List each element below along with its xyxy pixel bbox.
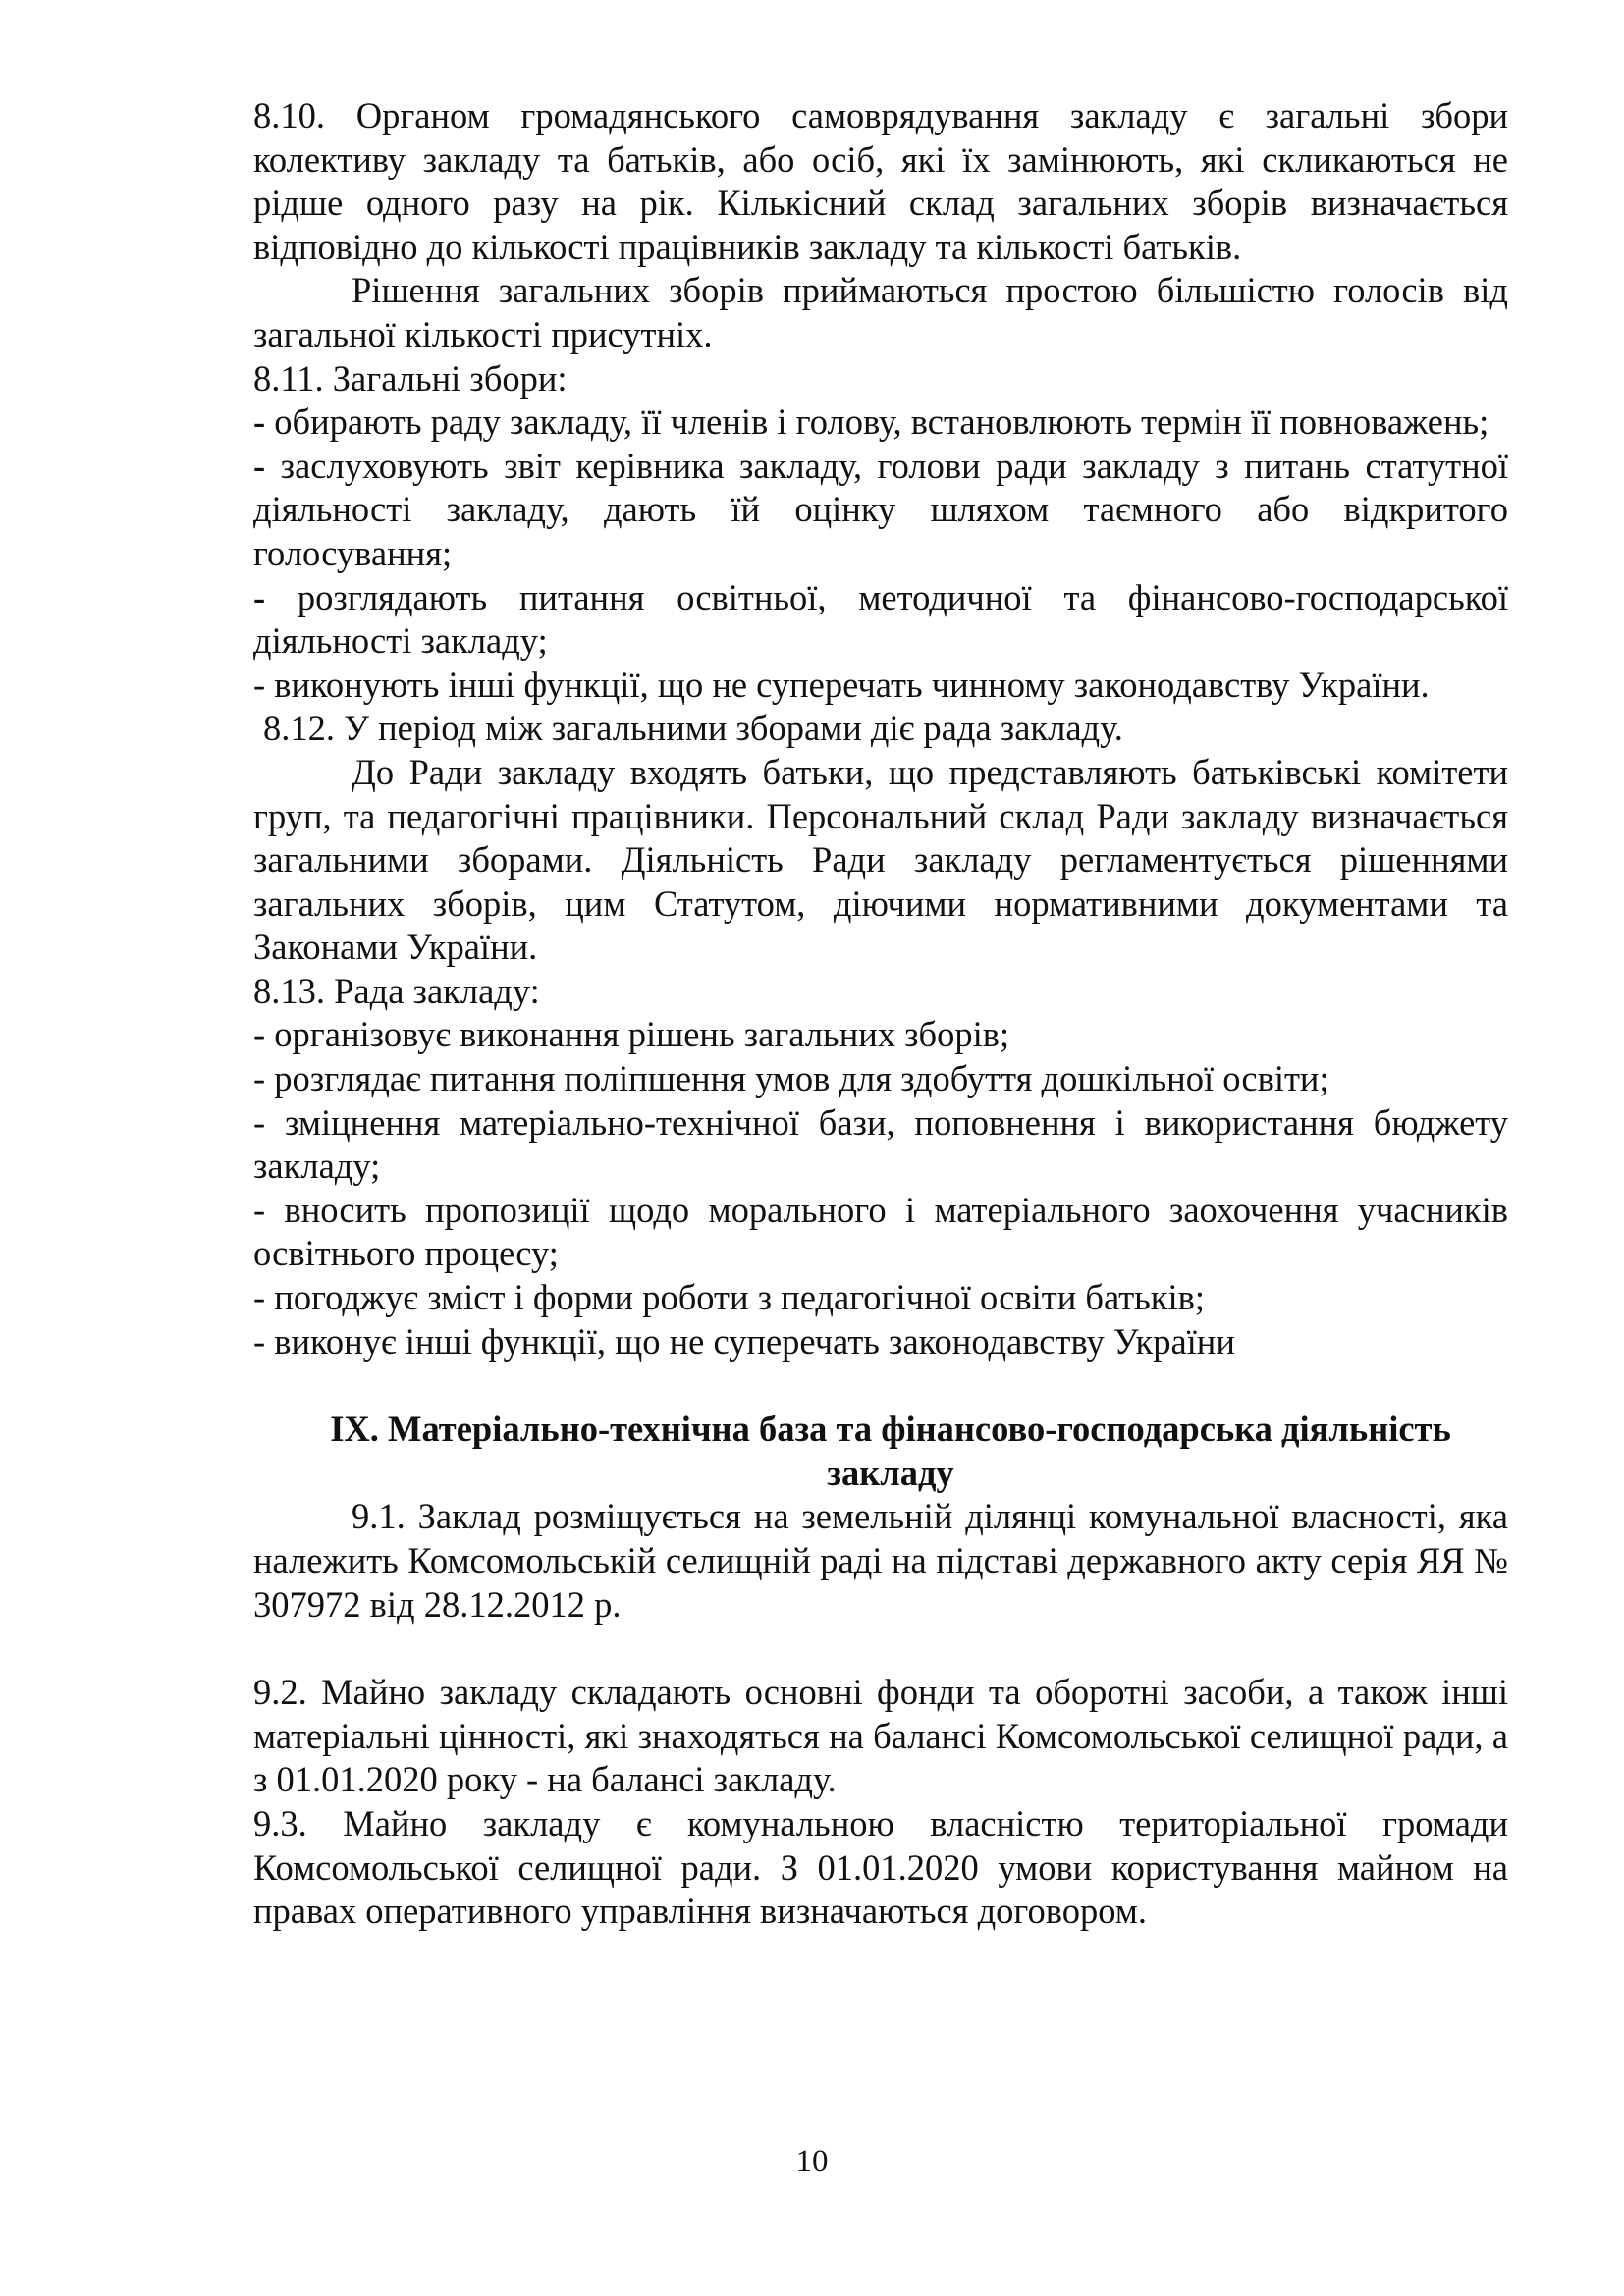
paragraph-9-1: 9.1. Заклад розміщується на земельній ділянці комунальної власності, яка належить Комсомольській селищній раді на підставі державного акту серія ЯЯ № 307972 від 28.12.2012 р. bbox=[253, 1496, 1508, 1625]
list-item: - виконує інші функції, що не суперечать законодавству України bbox=[253, 1320, 1235, 1362]
list-8-11 bbox=[253, 400, 1508, 707]
paragraph-9-3: 9.3. Майно закладу є комунальною власністю територіальної громади Комсомольської селищної ради. З 01.01.2020 умови користування майном на правах оперативного управління визначаються договором. bbox=[253, 1802, 1508, 1932]
list-item: - зміцнення матеріально-технічної бази, поповнення і використання бюджету закладу; bbox=[253, 1101, 1508, 1187]
list-dash: - bbox=[253, 576, 266, 617]
paragraph-9-2: 9.2. Майно закладу складають основні фонди та оборотні засоби, а також інші матеріальні цінності, які знаходяться на балансі Комсомольської селищної ради, а з 01.01.2020 року - на балансі закладу. bbox=[253, 1672, 1508, 1800]
list-dash: - bbox=[253, 445, 266, 486]
list-item: - погоджує зміст і форми роботи з педагогічної освіти батьків; bbox=[253, 1277, 1206, 1318]
paragraph-8-10: 8.10. Органом громадянського самоврядування закладу є загальні збори колективу закладу та батьків, або осіб, які їх замінюють, які скликаються не рідше одного разу на рік. Кількісний склад загальних зборів визначається відповідно до кількості працівників закладу та кількості батьків. bbox=[253, 95, 1508, 267]
paragraph-8-10-decisions: Рішення загальних зборів приймаються простою більшістю голосів від загальної кількості присутніх. bbox=[253, 270, 1508, 354]
list-item: - вносить пропозиції щодо морального і матеріального заохочення учасників освітнього процесу; bbox=[253, 1189, 1508, 1274]
section-heading-line: IX. Матеріально-технічна база та фінансово-господарська діяльність bbox=[330, 1409, 1451, 1450]
page-number: 10 bbox=[795, 2144, 829, 2179]
paragraph-8-12-body: До Ради закладу входять батьки, що представляють батьківські комітети груп, та педагогічні працівники. Персональний склад Ради закладу визначається загальними зборами. Діяльність Ради закладу регламентується рішеннями загальних зборів, цим Статутом, діючими нормативними документами та Законами України. bbox=[253, 751, 1508, 968]
paragraph-8-13-title: 8.13. Рада закладу: bbox=[253, 970, 540, 1011]
section-heading-line: закладу bbox=[827, 1452, 954, 1493]
spacer bbox=[253, 1363, 1508, 1408]
paragraph-8-12-title: 8.12. У період між загальними зборами діє рада закладу. bbox=[263, 708, 1123, 749]
list-item-text: обирають раду закладу, її членів і голову, встановлюють термін її повноважень; bbox=[265, 401, 1489, 443]
list-item-text: виконують інші функції, що не суперечать чинному законодавству України. bbox=[265, 664, 1430, 705]
list-item bbox=[253, 576, 1508, 664]
list-item bbox=[253, 445, 1508, 576]
list-dash: - bbox=[253, 664, 266, 705]
list-item-text: заслуховують звіт керівника закладу, голови ради закладу з питань статутної діяльності закладу, дають їй оцінку шляхом таємного або відкритого голосування; bbox=[253, 445, 1508, 573]
list-item: - розглядає питання поліпшення умов для здобуття дошкільної освіти; bbox=[253, 1058, 1329, 1099]
list-item-text: розглядають питання освітньої, методичної та фінансово-господарської діяльності закладу; bbox=[253, 576, 1508, 662]
list-item: - організовує виконання рішень загальних зборів; bbox=[253, 1014, 1010, 1055]
section-heading-9 bbox=[253, 1408, 1508, 1495]
paragraph-8-11-title: 8.11. Загальні збори: bbox=[253, 357, 568, 399]
list-item bbox=[253, 664, 1508, 708]
list-item bbox=[253, 400, 1508, 445]
document-page bbox=[253, 94, 1508, 1934]
list-8-13 bbox=[253, 1013, 1508, 1363]
spacer bbox=[253, 1627, 1508, 1671]
list-dash: - bbox=[253, 401, 266, 443]
